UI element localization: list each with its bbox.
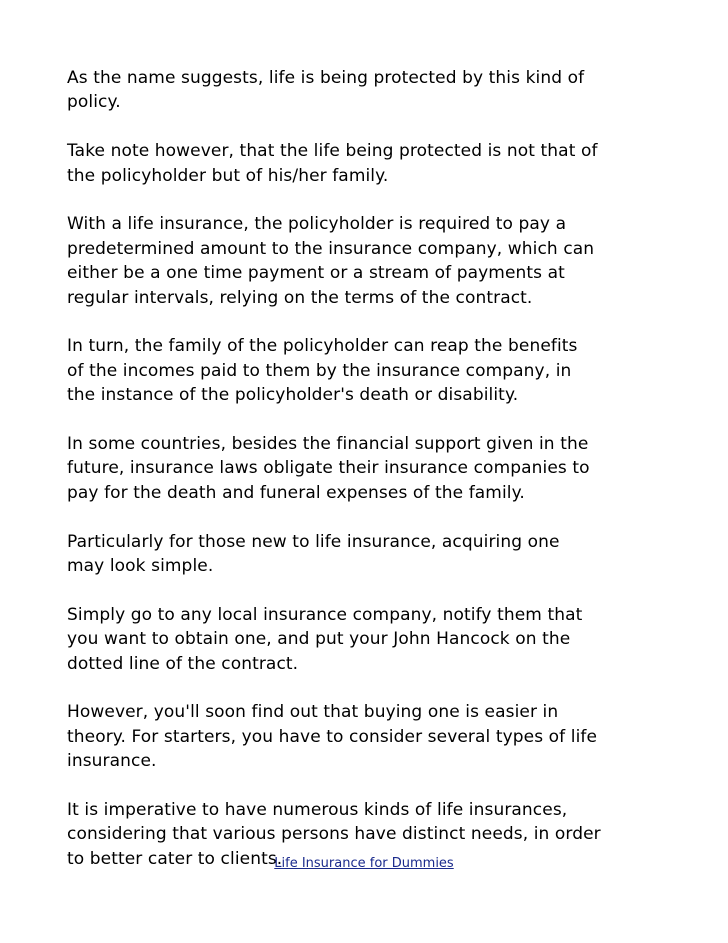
paragraph-2: Take note however, that the life being protected is not that of the policyholder but of his/her family.	[67, 141, 598, 186]
paragraph-5: In some countries, besides the financial support given in the future, insurance laws obligate their insurance companies to pay for the death and funeral expenses of the family.	[67, 434, 590, 503]
paragraph-3: With a life insurance, the policyholder is required to pay a predetermined amount to the insurance company, which can either be a one time payment or a stream of payments at regular intervals, relying on the terms of the contract.	[67, 214, 595, 308]
footer	[0, 856, 728, 872]
paragraph-4: In turn, the family of the policyholder can reap the benefits of the incomes paid to them by the insurance company, in the instance of the policyholder's death or disability.	[67, 336, 578, 406]
paragraph-7: Simply go to any local insurance company, notify them that you want to obtain one, and put your John Hancock on the dotted line of the contract.	[67, 604, 583, 674]
footer-link[interactable]: Life Insurance for Dummies	[274, 856, 454, 871]
paragraph-1: As the name suggests, life is being protected by this kind of policy.	[67, 68, 585, 113]
paragraph-6: Particularly for those new to life insurance, acquiring one may look simple.	[67, 531, 560, 577]
body-text	[67, 66, 677, 896]
paragraph-8: However, you'll soon find out that buying one is easier in theory. For starters, you have to consider several types of life insurance.	[67, 702, 598, 772]
paragraph-9: It is imperative to have numerous kinds of life insurances, considering that various persons have distinct needs, in order to better cater to clients.	[67, 800, 601, 869]
